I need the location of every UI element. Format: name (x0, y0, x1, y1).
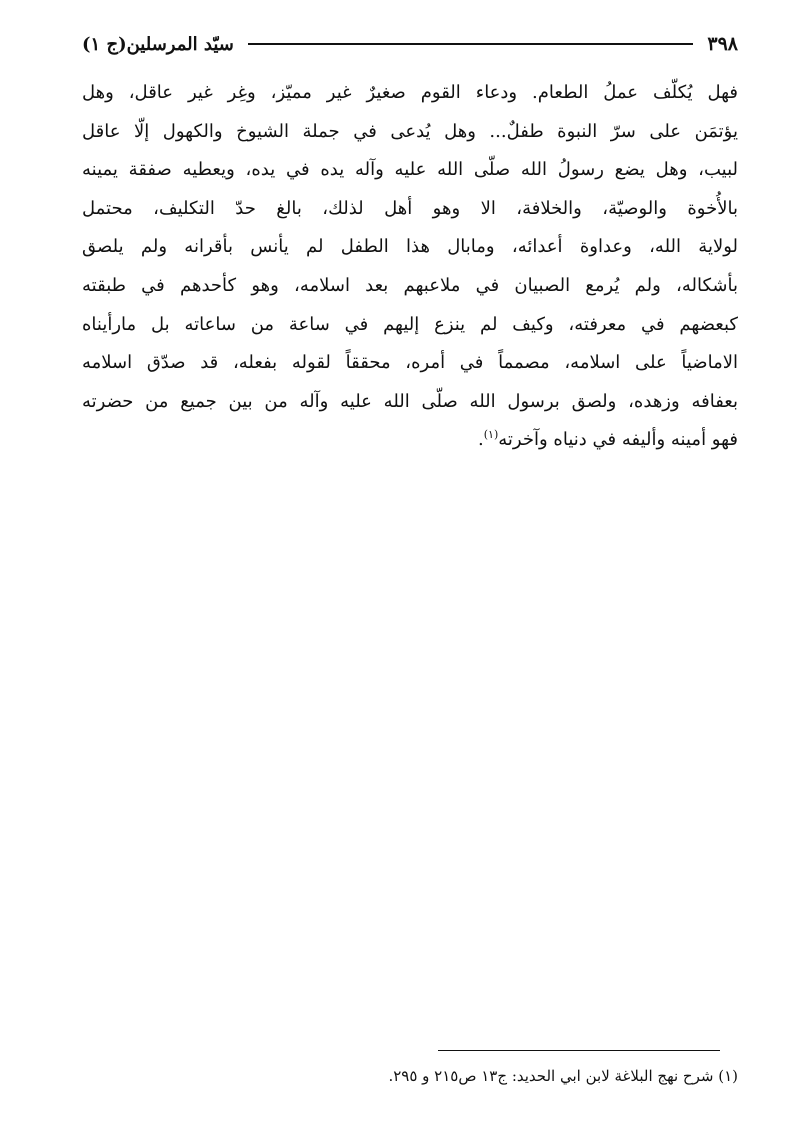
last-line-period: . (478, 429, 484, 451)
book-title: سيّد المرسلين(ج ١) (82, 33, 234, 55)
page-number: ٣٩٨ (707, 33, 738, 55)
body-line: كبعضهم في معرفته، وكيف لم ينزع إليهم في ساعة من ساعاته بل مارأيناه (82, 313, 738, 335)
body-line: يؤتمَن على سرّ النبوة طفلٌ... وهل يُدعى في جملة الشيوخ والكهول إلّا عاقل (82, 120, 738, 142)
footnote-reference[interactable]: (١) (483, 428, 499, 442)
header-rule (248, 43, 694, 45)
body-line: لبيب، وهل يضع رسولُ الله صلّى الله عليه وآله يده في يده، ويعطيه صفقة يمينه (82, 159, 738, 181)
body-line: لولاية الله، وعداوة أعدائه، ومابال هذا الطفل لم يأنس بأقرانه ولم يلصق (82, 236, 739, 258)
footnote-rule (438, 1050, 720, 1051)
body-text (82, 74, 738, 460)
body-line: فهل يُكلّف عملُ الطعام. ودعاء القوم صغيرٌ غير مميّز، وغِر غير عاقل، وهل (82, 82, 738, 103)
running-header (82, 30, 738, 58)
body-line: بالأُخوة والوصيّة، والخلافة، الا وهو أهل لذلك، بالغ حدّ التكليف، محتمل (82, 197, 738, 219)
body-last-line (82, 421, 738, 460)
footnote: (١) شرح نهج البلاغة لابن ابي الحديد: ج١٣ ص٢١٥ و ٢٩٥. (388, 1067, 738, 1085)
body-line: الاماضياً على اسلامه، مصمماً في أمره، محققاً لقوله بفعله، قد صدّق اسلامه (82, 352, 738, 374)
body-line: بأشكاله، ولم يُرمع الصبيان في ملاعبهم بعد اسلامه، وهو كأحدهم في طبقته (82, 274, 738, 296)
last-line-text: فهو أمينه وأليفه في دنياه وآخرته (498, 429, 738, 451)
body-line: بعفافه وزهده، ولصق برسول الله صلّى الله عليه وآله من بين جميع من حضرته (82, 390, 738, 412)
